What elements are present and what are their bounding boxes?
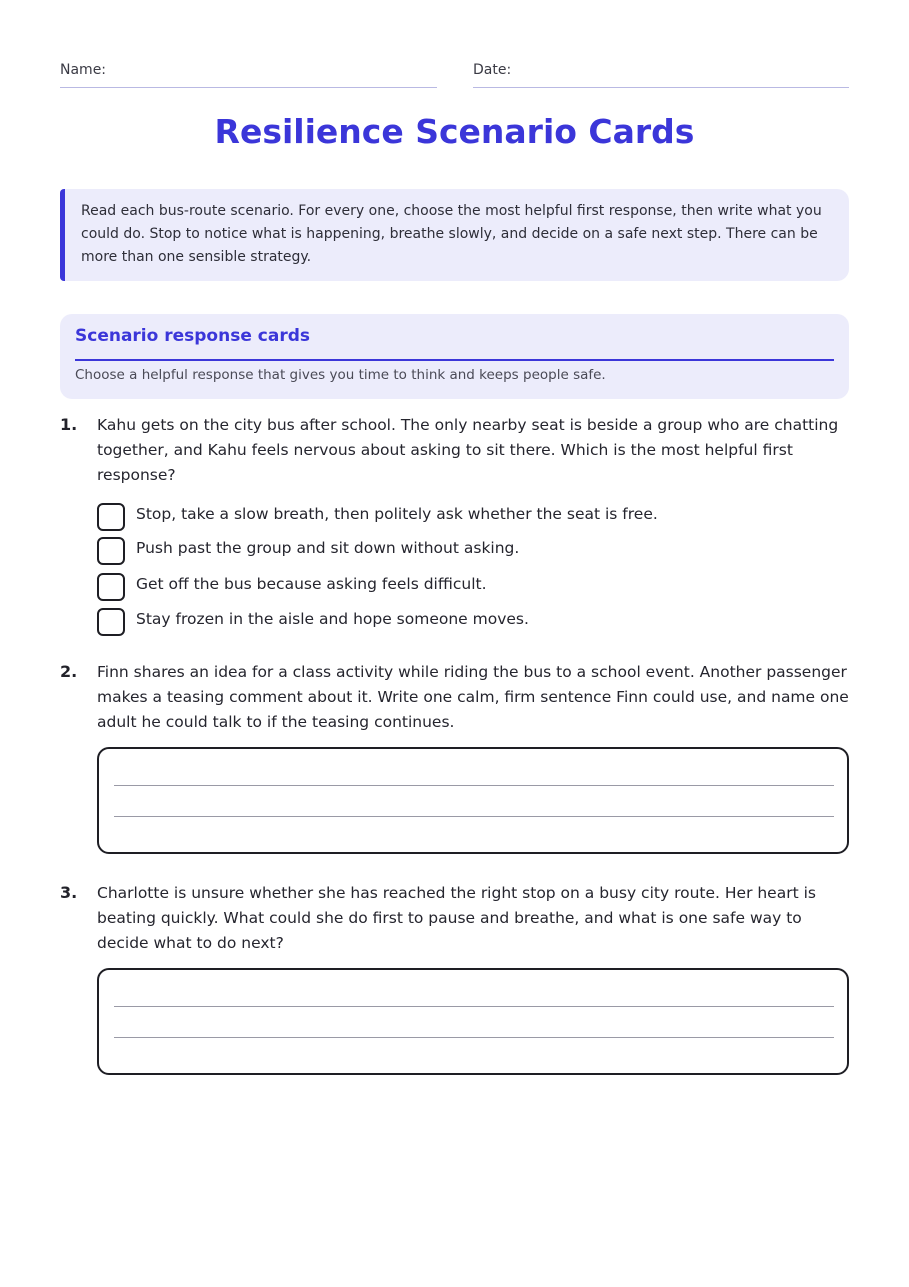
writing-line — [114, 1006, 834, 1007]
answer-option[interactable] — [97, 537, 849, 565]
answer-box[interactable] — [97, 968, 849, 1075]
page-title: Resilience Scenario Cards — [214, 112, 695, 151]
question-number: 3. — [60, 883, 78, 902]
checkbox[interactable] — [97, 573, 125, 601]
answer-option[interactable] — [97, 608, 849, 636]
date-label: Date: — [473, 62, 512, 78]
answer-option[interactable] — [97, 573, 849, 601]
instructions-box: Read each bus-route scenario. For every one, choose the most helpful first response, then write what you could do. Stop to notice what is happening, breathe slowly, and decide on a safe next step. There can be more than one sensible strategy. — [60, 189, 849, 281]
name-field[interactable] — [60, 60, 437, 88]
checkbox[interactable] — [97, 608, 125, 636]
checkbox[interactable] — [97, 537, 125, 565]
question-text: Charlotte is unsure whether she has reached the right stop on a busy city route. Her heart is beating quickly. What could she do first to pause and breathe, and what is one safe way to decide what to do next? — [97, 884, 816, 952]
option-label: Push past the group and sit down without asking. — [136, 539, 520, 557]
writing-line — [114, 785, 834, 786]
option-label: Stop, take a slow breath, then politely ask whether the seat is free. — [136, 505, 658, 523]
checkbox[interactable] — [97, 503, 125, 531]
section-subheading: Choose a helpful response that gives you time to think and keeps people safe. — [75, 367, 606, 383]
writing-line — [114, 1037, 834, 1038]
section-card — [60, 314, 849, 399]
answer-box[interactable] — [97, 747, 849, 854]
question-number: 2. — [60, 662, 78, 681]
header-fields — [60, 60, 849, 88]
section-heading: Scenario response cards — [75, 326, 311, 346]
option-label: Stay frozen in the aisle and hope someone moves. — [136, 610, 529, 628]
question-text: Kahu gets on the city bus after school. The only nearby seat is beside a group who are chatting together, and Kahu feels nervous about asking to sit there. Which is the most helpful first response? — [97, 416, 839, 484]
question-text: Finn shares an idea for a class activity while riding the bus to a school event. Another passenger makes a teasing comment about it. Write one calm, firm sentence Finn could use, and name one adult he could talk to if the teasing continues. — [97, 663, 849, 731]
writing-line — [114, 816, 834, 817]
answer-option[interactable] — [97, 503, 849, 531]
name-label: Name: — [60, 62, 107, 78]
date-field[interactable] — [473, 60, 849, 88]
option-label: Get off the bus because asking feels difficult. — [136, 575, 487, 593]
section-divider — [75, 359, 834, 361]
question-number: 1. — [60, 415, 78, 434]
